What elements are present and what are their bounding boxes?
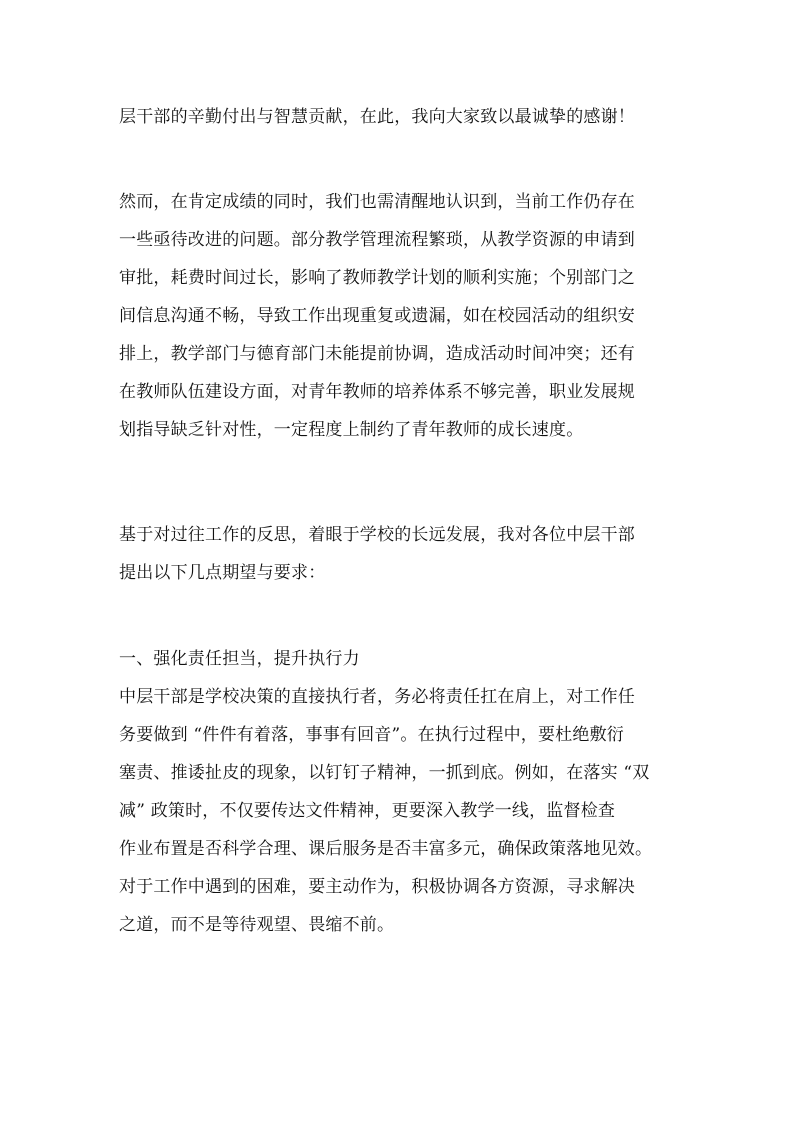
- section-1-body-line: 中层干部是学校决策的直接执行者，务必将责任扛在肩上，对工作任: [119, 687, 635, 707]
- paragraph-2-line: 然而，在肯定成绩的同时，我们也需清醒地认识到，当前工作仍存在: [119, 192, 635, 212]
- section-1-body-line: 作业布置是否科学合理、课后服务是否丰富多元，确保政策落地见效。: [119, 839, 653, 859]
- paragraph-2-line: 审批，耗费时间过长，影响了教师教学计划的顺利实施；个别部门之: [119, 268, 635, 288]
- paragraph-2-line: 排上，教学部门与德育部门未能提前协调，造成活动时间冲突；还有: [119, 344, 635, 364]
- section-1-body-line: 之道，而不是等待观望、畏缩不前。: [119, 915, 395, 935]
- section-1-body-line: 减” 政策时，不仅要传达文件精神，更要深入教学一线，监督检查: [119, 801, 616, 821]
- paragraph-2-line: 一些亟待改进的问题。部分教学管理流程繁琐，从教学资源的申请到: [119, 230, 635, 250]
- paragraph-3-line: 提出以下几点期望与要求：: [119, 563, 326, 583]
- section-1-heading: 一、强化责任担当，提升执行力: [119, 649, 360, 669]
- section-1-body-line: 对于工作中遇到的困难，要主动作为，积极协调各方资源，寻求解决: [119, 877, 635, 897]
- section-1-body-line: 务要做到 “件件有着落，事事有回音”。在执行过程中，要杜绝敷衍: [119, 725, 624, 745]
- paragraph-1-line: 层干部的辛勤付出与智慧贡献，在此，我向大家致以最诚挚的感谢！: [119, 107, 635, 127]
- section-1-body-line: 塞责、推诿扯皮的现象，以钉钉子精神，一抓到底。例如，在落实 “双: [119, 763, 650, 783]
- paragraph-2-line: 在教师队伍建设方面，对青年教师的培养体系不够完善，职业发展规: [119, 382, 635, 402]
- paragraph-2-line: 划指导缺乏针对性，一定程度上制约了青年教师的成长速度。: [119, 420, 584, 440]
- paragraph-2-line: 间信息沟通不畅，导致工作出现重复或遗漏，如在校园活动的组织安: [119, 306, 635, 326]
- paragraph-3-line: 基于对过往工作的反思，着眼于学校的长远发展，我对各位中层干部: [119, 525, 635, 545]
